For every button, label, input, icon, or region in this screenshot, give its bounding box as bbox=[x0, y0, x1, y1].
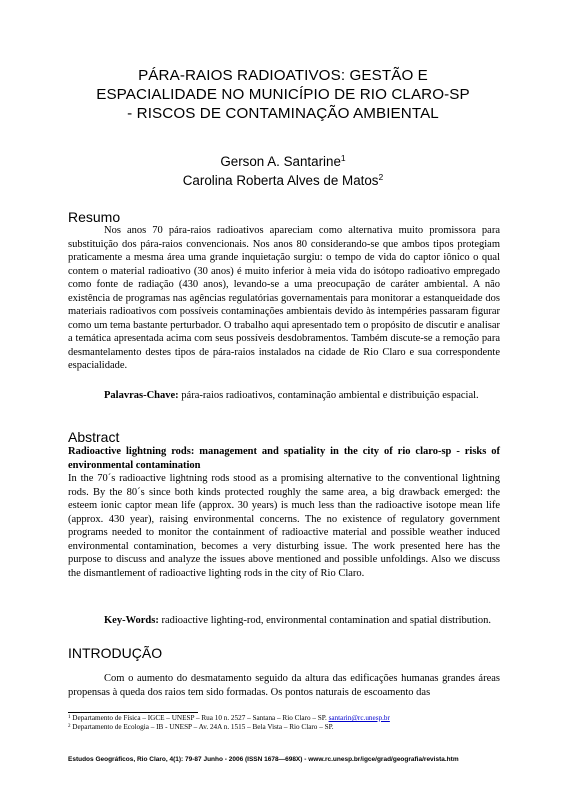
abstract-heading: Abstract bbox=[68, 429, 120, 445]
title-line-2: ESPACIALIDADE NO MUNICÍPIO DE RIO CLARO-SP bbox=[96, 86, 470, 103]
intro-body: Com o aumento do desmatamento seguido da altura das edificações humanas grandes áreas propensas à queda dos raios tem sido formadas. Os pontos naturais de escoamento das bbox=[68, 673, 500, 698]
abstract-body: In the 70´s radioactive lightning rods stood as a promising alternative to the conventional lightning rods. By the 80´s since both kinds protected roughly the same area, a big drawback emerged: the esteem ionic captor mean life (approx. 30 years) is much less than the radioactive isotope mean life (approx. 430 year), raising environmental concerns. The no existence of regulatory government programs needed to monitor the containment of radioactive material and possible weather induced environmental contamination, becomes a very disturbing issue. The work presented here has the purpose to discuss and analyze the issues above mentioned and possible unfoldings. Also we discuss the dismantlement of radioactive lighting rods in the city of Rio Claro. bbox=[68, 473, 500, 579]
journal-footer: Estudos Geográficos, Rio Claro, 4(1): 79-87 Junho - 2006 (ISSN 1678—698X) - www.rc.unesp.br/igce/grad/geografia/revista.htm bbox=[68, 756, 459, 763]
abstract-keywords: Key-Words: radioactive lighting-rod, environmental contamination and spatial distribution. bbox=[104, 615, 491, 626]
author-email-link[interactable]: santarin@rc.unesp.br bbox=[328, 714, 390, 722]
intro-heading: INTRODUÇÃO bbox=[68, 645, 163, 661]
author-2: Carolina Roberta Alves de Matos$^2$ bbox=[182, 172, 384, 188]
abstract-title: Radioactive lightning rods: management and spatiality in the city of rio claro-sp - risks of environmental contamination bbox=[68, 446, 500, 471]
author-note-ref: 2 bbox=[378, 172, 384, 182]
title-line-3: - RISCOS DE CONTAMINAÇÃO AMBIENTAL bbox=[127, 105, 439, 122]
footnote-2: $^2$ Departamento de Ecologia – IB - UNESP – Av. 24A n. 1515 – Bela Vista – Rio Claro – SP. bbox=[68, 723, 334, 731]
resumo-keywords: Palavras-Chave: pára-raios radioativos, contaminação ambiental e distribuição espacial. bbox=[104, 390, 479, 401]
author-1: Gerson A. Santarine$^1$ bbox=[220, 153, 346, 169]
keywords-label: Key-Words: bbox=[104, 615, 159, 626]
author-list bbox=[40, 152, 526, 190]
keywords-label: Palavras-Chave: bbox=[104, 390, 179, 401]
footnote-divider bbox=[68, 712, 198, 713]
footnote-1: $^1$ Departamento de Física – IGCE – UNESP – Rua 10 n. 2527 – Santana – Rio Claro – SP. santarin@rc.unesp.br bbox=[68, 714, 390, 722]
resumo-body: Nos anos 70 pára-raios radioativos apareciam como alternativa muito promissora para substituição dos pára-raios convencionais. Nos anos 80 considerando-se que ambos tipos protegiam praticamente a mesma área uma grande inquietação surgiu: o tempo de vida do captor iônico o qual contem o material radioativo (30 anos) é muito inferior à meia vida do isótopo radioativo empregado como fonte de radiação (430 anos), levando-se a uma preocupação de caráter ambiental. A não existência de programas nas agências regulatórias governamentais para monitorar a estanqueidade dos materiais radioativos com possíveis contaminações ambientais devido às intempéries passaram figurar como um tema bastante perturbador. O trabalho aqui apresentado tem o propósito de discutir e analisar a temática apresentada acima com seus possíveis desdobramentos. Também discute-se a remoção para desmantelamento destes tipos de pára-raios instalados na cidade de Rio Claro e sua correspondente espacialidade. bbox=[68, 225, 500, 371]
author-note-ref: 1 bbox=[340, 153, 346, 163]
title-line-1: PÁRA-RAIOS RADIOATIVOS: GESTÃO E bbox=[138, 67, 428, 84]
paper-title bbox=[40, 66, 526, 123]
resumo-heading: Resumo bbox=[68, 209, 121, 225]
